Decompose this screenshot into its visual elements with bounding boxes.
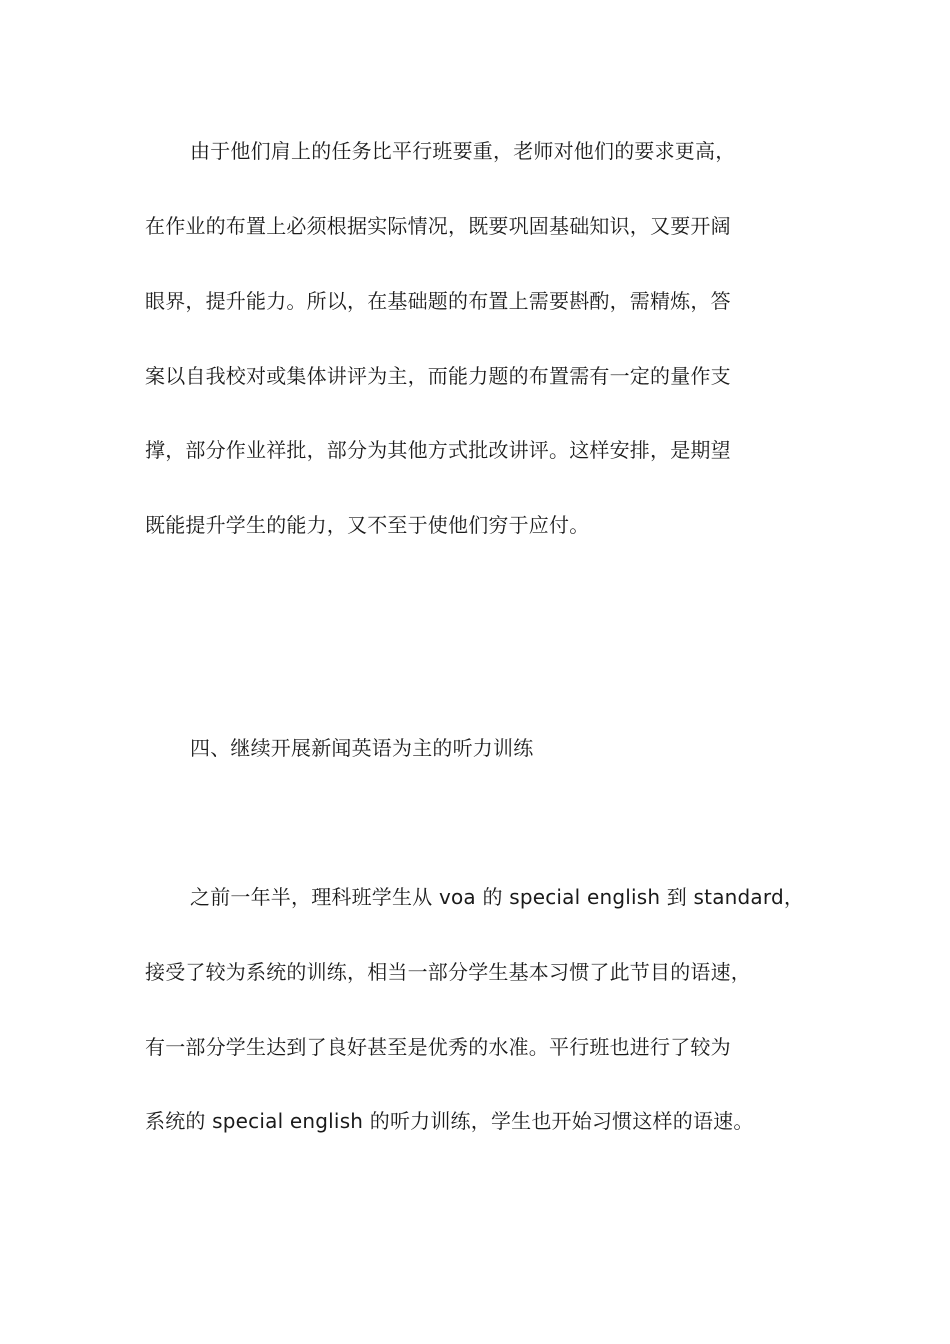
paragraph-1-line-1: 由于他们肩上的任务比平行班要重，老师对他们的要求更高，: [190, 139, 736, 163]
paragraph-1-line-5: 撑，部分作业祥批，部分为其他方式批改讲评。这样安排，是期望: [145, 438, 731, 462]
paragraph-2-line-4: 系统的 special english 的听力训练，学生也开始习惯这样的语速。: [145, 1109, 754, 1133]
paragraph-1-line-4: 案以自我校对或集体讲评为主，而能力题的布置需有一定的量作支: [145, 364, 731, 388]
paragraph-2-line-1: 之前一年半，理科班学生从 voa 的 special english 到 standard，: [190, 885, 805, 909]
paragraph-2-line-2: 接受了较为系统的训练，相当一部分学生基本习惯了此节目的语速，: [145, 960, 751, 984]
paragraph-2-line-3: 有一部分学生达到了良好甚至是优秀的水准。平行班也进行了较为: [145, 1035, 731, 1059]
paragraph-1-line-3: 眼界，提升能力。所以，在基础题的布置上需要斟酌，需精炼，答: [145, 289, 731, 313]
section-heading: 四、继续开展新闻英语为主的听力训练: [190, 736, 534, 760]
paragraph-1-line-6: 既能提升学生的能力，又不至于使他们穷于应付。: [145, 513, 590, 537]
paragraph-1-line-2: 在作业的布置上必须根据实际情况，既要巩固基础知识，又要开阔: [145, 214, 731, 238]
